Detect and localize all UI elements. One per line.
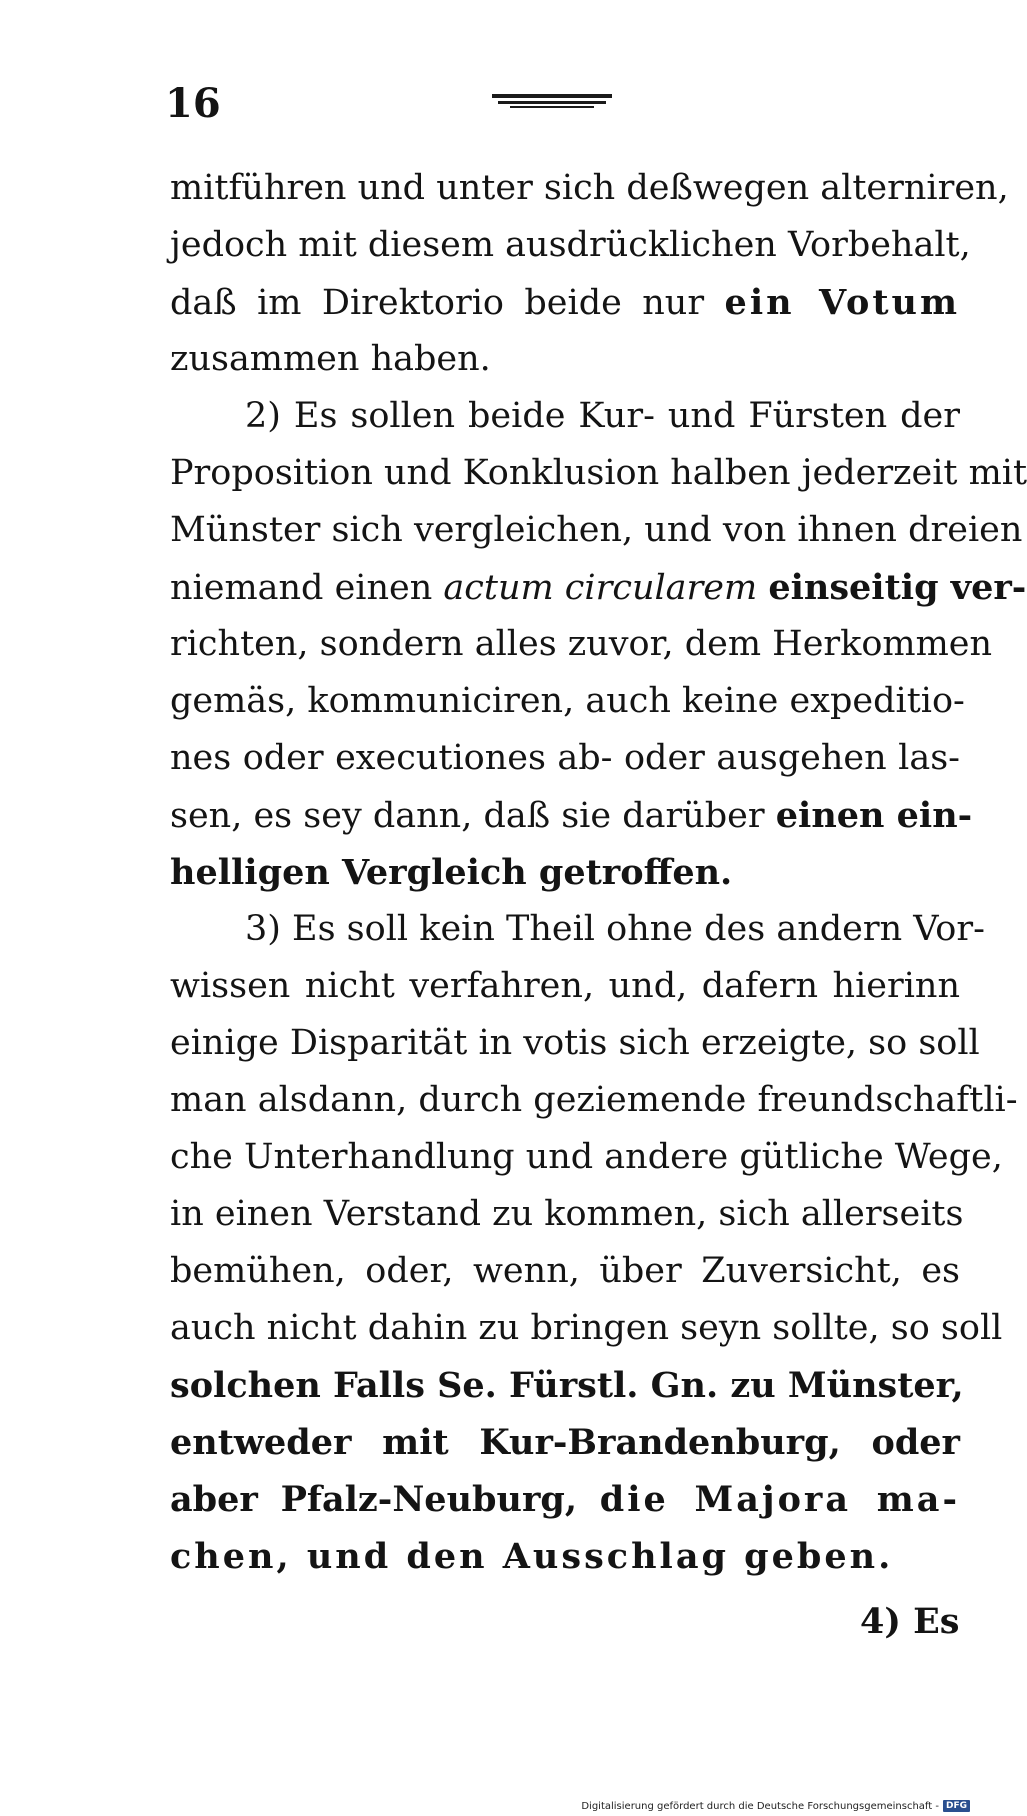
text-line: Proposition und Konklusion halben jederzeit mit [170,453,1027,493]
digitization-credit [581,1800,970,1812]
text-span: niemand einen [170,568,433,608]
text-span: daß im Direktorio beide nur [170,283,705,323]
text-line: auch nicht dahin zu bringen seyn sollte, so soll [170,1308,1003,1348]
text-span: einige Disparität [170,1023,468,1063]
text-line: Münster sich vergleichen, und von ihnen dreien [170,510,1023,550]
text-line: 2) Es sollen beide Kur- und Fürsten der [245,396,960,436]
text-line: bemühen, oder, wenn, über Zuversicht, es [170,1251,960,1291]
credit-text: Digitalisierung gefördert durch die Deutsche Forschungsgemeinschaft - [581,1800,939,1812]
text-span: sich erzeigte, so soll [618,1023,980,1063]
text-line: entweder mit Kur-Brandenburg, oder [170,1422,960,1463]
text-line: jedoch mit diesem ausdrücklichen Vorbehalt, [170,225,971,265]
emphasis-text: einen ein- [775,795,973,836]
text-line: che Unterhandlung und andere gütliche Wege, [170,1137,1003,1177]
text-line: chen, und den Ausschlag geben. [170,1536,894,1577]
emphasis-text: ein Votum [724,282,960,323]
catchword: 4) Es [860,1601,960,1642]
text-line [170,1015,980,1072]
text-line [170,559,1027,616]
text-line: richten, sondern alles zuvor, dem Herkommen [170,624,993,664]
text-line [170,787,973,844]
text-line: in einen Verstand zu kommen, sich allerseits [170,1194,964,1234]
text-line: man alsdann, durch geziemende freundschaftli- [170,1080,1018,1120]
text-line: zusammen haben. [170,339,491,379]
ornament-rule-middle [498,101,606,104]
text-line: nes oder executiones ab- oder ausgehen las- [170,738,960,778]
text-line: wissen nicht verfahren, und, dafern hierinn [170,966,960,1006]
dfg-logo: DFG [943,1800,970,1812]
header-ornament [492,94,612,110]
latin-phrase: actum circularem [443,568,758,608]
text-line [170,274,960,331]
latin-phrase: in votis [478,1023,608,1063]
ornament-rule-bottom [510,106,594,108]
text-line: gemäs, kommuniciren, auch keine expeditio- [170,681,965,721]
text-line: solchen Falls Se. Fürstl. Gn. zu Münster, [170,1365,964,1406]
emphasis-text: aber Pfalz-Neuburg, [170,1479,578,1520]
page-number: 16 [165,80,221,127]
emphasis-text: einseitig ver- [768,567,1027,608]
text-line: 3) Es soll kein Theil ohne des andern Vor- [245,909,985,949]
text-line [170,1471,960,1528]
text-line: mitführen und unter sich deßwegen alterniren, [170,168,1009,208]
emphasis-text: die Majora ma- [599,1479,960,1520]
text-span: sen, es sey dann, daß sie darüber [170,796,765,836]
ornament-rule-top [492,94,612,98]
text-line: helligen Vergleich getroffen. [170,852,733,893]
body-text [170,160,1027,1585]
